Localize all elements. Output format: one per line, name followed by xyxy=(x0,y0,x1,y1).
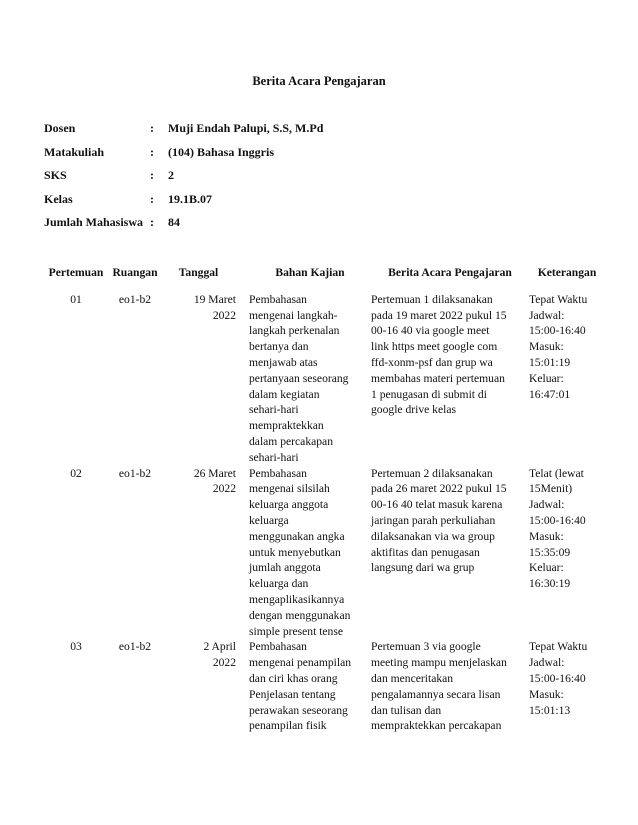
info-label: Matakuliah xyxy=(44,144,105,159)
info-colon: : xyxy=(150,168,154,182)
cell-keterangan-line: Masuk: xyxy=(529,687,564,701)
cell-bahan-kajian-line: dengan menggunakan xyxy=(249,608,351,622)
cell-keterangan-line: 16:30:19 xyxy=(529,577,571,591)
cell-berita-acara-line: pada 26 maret 2022 pukul 15 xyxy=(371,482,507,496)
cell-pertemuan: 01 xyxy=(70,292,82,306)
cell-bahan-kajian-line: keluarga dan xyxy=(249,577,309,591)
header-pertemuan: Pertemuan xyxy=(48,266,104,279)
info-label: Kelas xyxy=(44,191,73,206)
cell-berita-acara-line: Pertemuan 1 dilaksanakan xyxy=(371,292,493,306)
cell-keterangan-line: Tepat Waktu xyxy=(529,292,588,306)
cell-bahan-kajian-line: langkah perkenalan xyxy=(249,324,340,338)
cell-berita-acara-line: mempraktekkan percakapan xyxy=(371,719,502,733)
cell-berita-acara-line: 00-16 40 telat masuk karena xyxy=(371,498,503,512)
cell-berita-acara-line: meeting mampu menjelaskan xyxy=(371,656,507,670)
cell-berita-acara-line: dan menceritakan xyxy=(371,671,454,685)
cell-berita-acara-line: pada 19 maret 2022 pukul 15 xyxy=(371,308,507,322)
cell-berita-acara-line: 00-16 40 via google meet xyxy=(371,324,490,338)
cell-tanggal-line: 2022 xyxy=(212,656,236,670)
cell-keterangan-line: 15Menit) xyxy=(529,482,573,496)
cell-bahan-kajian-line: mempraktekkan xyxy=(249,419,324,433)
cell-berita-acara-line: membahas materi pertemuan xyxy=(371,371,505,385)
cell-bahan-kajian-line: menggunakan angka xyxy=(249,529,345,543)
cell-keterangan-line: 15:01:19 xyxy=(529,355,571,369)
cell-tanggal-line: 2022 xyxy=(212,308,236,322)
cell-berita-acara-line: dilaksanakan via wa group xyxy=(371,529,495,543)
cell-bahan-kajian-line: sehari-hari xyxy=(249,403,299,417)
cell-bahan-kajian xyxy=(249,466,371,640)
cell-keterangan-line: Tepat Waktu xyxy=(529,640,588,654)
cell-bahan-kajian-line: Pembahasan xyxy=(249,292,307,306)
cell-keterangan xyxy=(529,292,605,466)
cell-keterangan-line: Keluar: xyxy=(529,561,564,575)
info-colon: : xyxy=(150,191,154,206)
cell-bahan-kajian-line: jumlah anggota xyxy=(249,561,321,575)
cell-berita-acara-line: Pertemuan 2 dilaksanakan xyxy=(371,466,493,480)
cell-berita-acara-line: Pertemuan 3 via google xyxy=(371,640,481,654)
cell-keterangan-line: Keluar: xyxy=(529,371,564,385)
cell-keterangan-line: Jadwal: xyxy=(529,308,565,322)
cell-tanggal-line: 2 April xyxy=(203,640,236,654)
info-value: 84 xyxy=(168,215,180,229)
cell-keterangan-line: Masuk: xyxy=(529,529,564,543)
table-row xyxy=(43,639,605,734)
cell-bahan-kajian-line: perawakan seseorang xyxy=(249,703,348,717)
cell-bahan-kajian-line: menjawab atas xyxy=(249,355,318,369)
cell-berita-acara-line: ffd-xonm-psf dan grup wa xyxy=(371,355,493,369)
cell-pertemuan: 03 xyxy=(70,640,82,654)
cell-bahan-kajian xyxy=(249,639,371,734)
info-value: Muji Endah Palupi, S.S, M.Pd xyxy=(168,121,324,135)
cell-keterangan-line: 15:00-16:40 xyxy=(529,513,586,527)
info-value: 19.1B.07 xyxy=(168,191,213,206)
cell-berita-acara-line: 1 penugasan di submit di xyxy=(371,387,487,401)
cell-bahan-kajian-line: keluarga xyxy=(249,513,289,527)
cell-keterangan-line: 15:00-16:40 xyxy=(529,671,586,685)
document-title: Berita Acara Pengajaran xyxy=(252,74,386,88)
cell-keterangan-line: 15:01:13 xyxy=(529,703,571,717)
table-row xyxy=(43,292,605,466)
cell-bahan-kajian-line: bertanya dan xyxy=(249,340,309,354)
cell-berita-acara-line: pengalamannya secara lisan xyxy=(371,687,501,701)
header-tanggal: Tanggal xyxy=(178,266,219,279)
cell-bahan-kajian-line: penampilan fisik xyxy=(249,719,327,733)
cell-berita-acara-line: aktifitas dan penugasan xyxy=(371,545,480,559)
cell-tanggal-line: 26 Maret xyxy=(193,466,236,480)
cell-keterangan xyxy=(529,466,605,640)
teaching-record-table xyxy=(43,265,605,734)
cell-bahan-kajian-line: mengenai silsilah xyxy=(249,482,330,496)
cell-tanggal-line: 19 Maret xyxy=(193,292,236,306)
cell-bahan-kajian-line: dalam percakapan xyxy=(249,434,334,448)
info-label: Dosen xyxy=(44,121,76,135)
cell-bahan-kajian-line: Pembahasan xyxy=(249,640,307,654)
cell-keterangan-line: Jadwal: xyxy=(529,656,565,670)
cell-bahan-kajian-line: simple present tense xyxy=(249,624,344,638)
cell-keterangan-line: 15:35:09 xyxy=(529,545,571,559)
cell-bahan-kajian xyxy=(249,292,371,466)
cell-bahan-kajian-line: keluarga anggota xyxy=(249,498,329,512)
cell-berita-acara xyxy=(371,639,529,734)
table-row xyxy=(43,466,605,640)
info-colon: : xyxy=(150,215,154,229)
cell-keterangan-line: Masuk: xyxy=(529,340,564,354)
cell-keterangan-line: Jadwal: xyxy=(529,498,565,512)
cell-bahan-kajian-line: Penjelasan tentang xyxy=(249,687,336,701)
cell-berita-acara-line: google drive kelas xyxy=(371,403,456,417)
cell-tanggal-line: 2022 xyxy=(212,482,236,496)
info-row xyxy=(44,192,323,216)
info-row xyxy=(44,168,323,192)
header-keterangan: Keterangan xyxy=(537,266,597,279)
cell-ruangan: eo1-b2 xyxy=(118,640,152,654)
info-value: 2 xyxy=(168,168,174,182)
cell-bahan-kajian-line: dalam kegiatan xyxy=(249,387,320,401)
cell-berita-acara xyxy=(371,292,529,466)
cell-berita-acara-line: langsung dari wa grup xyxy=(371,561,475,575)
cell-keterangan-line: 16:47:01 xyxy=(529,387,571,401)
cell-berita-acara xyxy=(371,466,529,640)
header-bahan-kajian: Bahan Kajian xyxy=(275,266,345,279)
cell-tanggal xyxy=(161,466,249,640)
info-colon: : xyxy=(150,144,154,159)
cell-bahan-kajian-line: mengenai penampilan xyxy=(249,656,352,670)
cell-keterangan-line: 15:00-16:40 xyxy=(529,324,586,338)
cell-bahan-kajian-line: sehari-hari xyxy=(249,450,299,464)
cell-ruangan: eo1-b2 xyxy=(118,292,152,306)
info-colon: : xyxy=(150,121,154,135)
table-header-row xyxy=(43,265,605,292)
info-value: (104) Bahasa Inggris xyxy=(168,144,275,159)
info-row xyxy=(44,215,323,239)
cell-bahan-kajian-line: untuk menyebutkan xyxy=(249,545,341,559)
header-berita-acara: Berita Acara Pengajaran xyxy=(388,266,512,279)
cell-tanggal xyxy=(161,292,249,466)
cell-keterangan-line: Telat (lewat xyxy=(529,466,584,480)
cell-berita-acara-line: dan tulisan dan xyxy=(371,703,442,717)
cell-bahan-kajian-line: dan ciri khas orang xyxy=(249,671,338,685)
info-label: SKS xyxy=(44,168,67,182)
course-info xyxy=(44,121,323,239)
header-ruangan: Ruangan xyxy=(112,266,158,279)
cell-bahan-kajian-line: mengenai langkah- xyxy=(249,308,338,322)
cell-berita-acara-line: jaringan parah perkuliahan xyxy=(371,513,496,527)
info-row xyxy=(44,145,323,169)
info-label: Jumlah Mahasiswa xyxy=(44,215,144,229)
cell-bahan-kajian-line: mengaplikasikannya xyxy=(249,592,345,606)
cell-bahan-kajian-line: pertanyaan seseorang xyxy=(249,371,349,385)
cell-berita-acara-line: link https meet google com xyxy=(371,340,498,354)
cell-ruangan: eo1-b2 xyxy=(118,466,152,480)
cell-bahan-kajian-line: Pembahasan xyxy=(249,466,307,480)
cell-tanggal xyxy=(161,639,249,734)
info-row xyxy=(44,121,323,145)
cell-keterangan xyxy=(529,639,605,734)
cell-pertemuan: 02 xyxy=(70,466,82,480)
